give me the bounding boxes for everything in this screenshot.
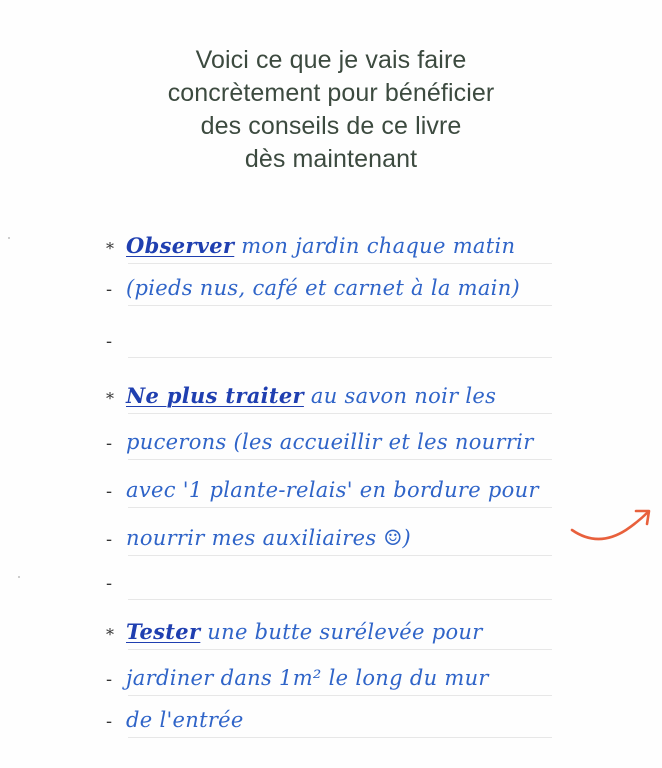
note-body: mon jardin chaque matin	[234, 234, 516, 258]
note-line-8	[100, 564, 560, 604]
ruled-line	[128, 305, 552, 306]
ruled-line	[128, 737, 552, 738]
bullet-star: *	[106, 239, 114, 258]
bullet-dash: -	[106, 573, 113, 594]
ruled-line	[128, 263, 552, 264]
heading-line-2: concrètement pour bénéficier	[167, 79, 495, 107]
note-text	[126, 383, 496, 409]
bullet-dash: -	[106, 669, 113, 690]
note-text	[126, 619, 483, 645]
note-line-7	[100, 520, 560, 560]
note-line-6	[100, 472, 560, 512]
page-heading	[0, 44, 662, 176]
note-line-11	[100, 702, 560, 742]
ruled-line	[128, 649, 552, 650]
bullet-dash: -	[106, 279, 113, 300]
ruled-line	[128, 507, 552, 508]
note-body: au savon noir les	[303, 384, 497, 408]
note-line-9	[100, 614, 560, 654]
bullet-star: *	[106, 389, 114, 408]
note-keyword: Ne plus traiter	[126, 383, 304, 408]
note-text	[126, 275, 520, 301]
ruled-line	[128, 695, 552, 696]
note-text: jardiner dans 1m² le long du mur	[126, 666, 489, 690]
bullet-dash: -	[106, 711, 113, 732]
bullet-dash: -	[106, 481, 113, 502]
ruled-line	[128, 413, 552, 414]
heading-line-4: dès maintenant	[244, 145, 418, 173]
note-body: (pieds nus, café et carnet à la main)	[126, 276, 521, 300]
note-text	[126, 233, 515, 259]
note-keyword: Observer	[126, 233, 235, 258]
heading-line-3: des conseils de ce livre	[200, 112, 462, 140]
note-line-10	[100, 660, 560, 700]
bullet-dash: -	[106, 529, 113, 550]
bullet-dash: -	[106, 433, 113, 454]
note-line-1	[100, 228, 560, 268]
ruled-line	[128, 555, 552, 556]
note-keyword: Tester	[126, 619, 201, 644]
ruled-line	[128, 459, 552, 460]
paper-speck	[18, 576, 20, 578]
paper-speck	[8, 237, 10, 239]
heading-line-1: Voici ce que je vais faire	[195, 46, 467, 74]
note-line-3	[100, 322, 560, 362]
note-text: de l'entrée	[126, 708, 244, 732]
bullet-star: *	[106, 625, 114, 644]
note-body: une butte surélevée pour	[200, 620, 483, 644]
note-line-5	[100, 424, 560, 464]
note-text: avec '1 plante-relais' en bordure pour	[126, 478, 539, 502]
ruled-line	[128, 357, 552, 358]
note-line-2	[100, 270, 560, 310]
bullet-dash: -	[106, 331, 113, 352]
note-text: pucerons (les accueillir et les nourrir	[126, 430, 534, 454]
note-line-4	[100, 378, 560, 418]
ruled-line	[128, 599, 552, 600]
curved-arrow-icon	[568, 500, 658, 550]
note-text: nourrir mes auxiliaires ☺)	[126, 526, 412, 550]
